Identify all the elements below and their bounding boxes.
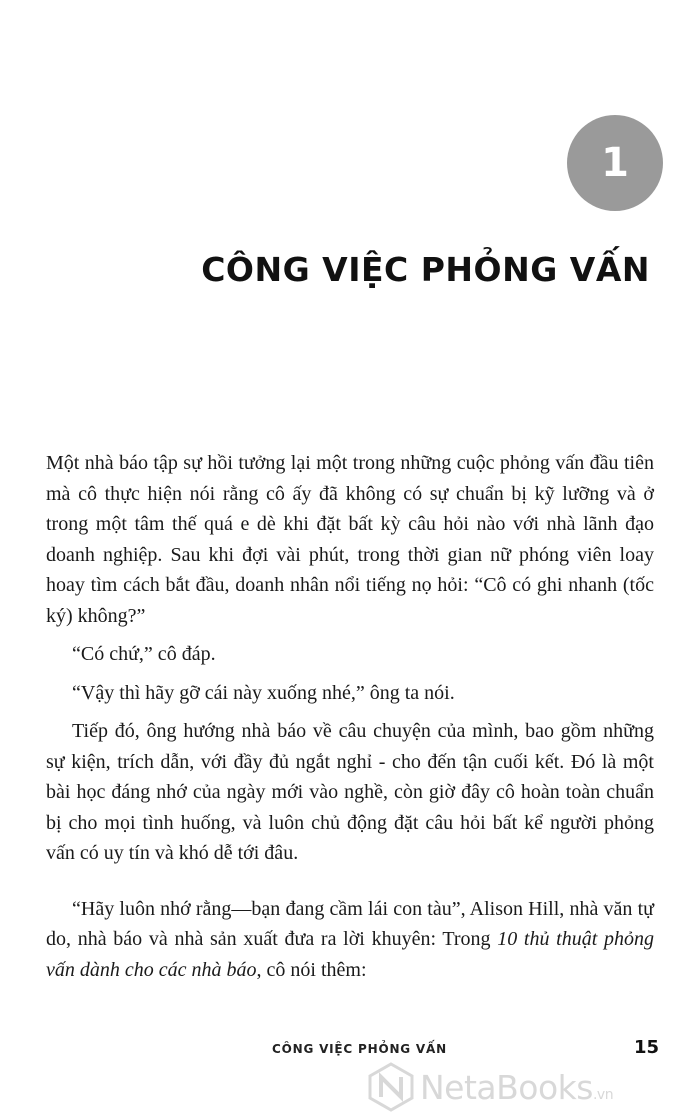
body-text bbox=[46, 448, 654, 985]
book-title-italic: 10 thủ thuật phỏng vấn dành cho các nhà báo bbox=[46, 928, 654, 981]
watermark-text bbox=[420, 1068, 613, 1107]
paragraph-4: Tiếp đó, ông hướng nhà báo về câu chuyện của mình, bao gồm những sự kiện, trích dẫn, với đầy đủ ngắt nghỉ - cho đến tận cuối kết. Đó là một bài học đáng nhớ của ngày mới vào nghề, còn giờ đây cô hoàn toàn chuẩn bị cho mọi tình huống, và luôn chủ động đặt câu hỏi bất kể người phỏng vấn có uy tín và khó dễ tới đâu. bbox=[46, 720, 654, 864]
paragraph-1: Một nhà báo tập sự hồi tưởng lại một trong những cuộc phỏng vấn đầu tiên mà cô thực hiện nói rằng cô ấy đã không có sự chuẩn bị kỹ lưỡng và ở trong một tâm thế quá e dè khi đặt bất kỳ câu hỏi nào với nhà lãnh đạo doanh nghiệp. Sau khi đợi vài phút, trong thời gian nữ phóng viên loay hoay tìm cách bắt đầu, doanh nhân nổi tiếng nọ hỏi: “Cô có ghi nhanh (tốc ký) không?” bbox=[46, 452, 654, 627]
watermark-brand: NetaBooks bbox=[420, 1067, 593, 1107]
paragraph-3: “Vậy thì hãy gỡ cái này xuống nhé,” ông ta nói. bbox=[72, 681, 455, 704]
paragraph-5 bbox=[46, 894, 654, 986]
watermark-suffix: .vn bbox=[592, 1086, 614, 1103]
netabooks-logo-icon bbox=[368, 1062, 414, 1112]
running-footer-title: CÔNG VIỆC PHỎNG VẤN bbox=[272, 1042, 447, 1056]
paragraph-5-end: , cô nói thêm: bbox=[256, 958, 367, 981]
chapter-title: CÔNG VIỆC PHỎNG VẤN bbox=[201, 250, 650, 289]
paragraph-2: “Có chứ,” cô đáp. bbox=[72, 643, 216, 665]
page-number: 15 bbox=[634, 1037, 660, 1058]
watermark bbox=[368, 1062, 613, 1112]
chapter-number: 1 bbox=[601, 140, 629, 186]
chapter-number-badge bbox=[567, 115, 663, 211]
paragraph-5-start: “Hãy luôn nhớ rằng—bạn đang cầm lái con tàu”, Alison Hill, nhà văn tự do, nhà báo và nhà sản xuất đưa ra lời khuyên: Trong bbox=[46, 897, 654, 950]
